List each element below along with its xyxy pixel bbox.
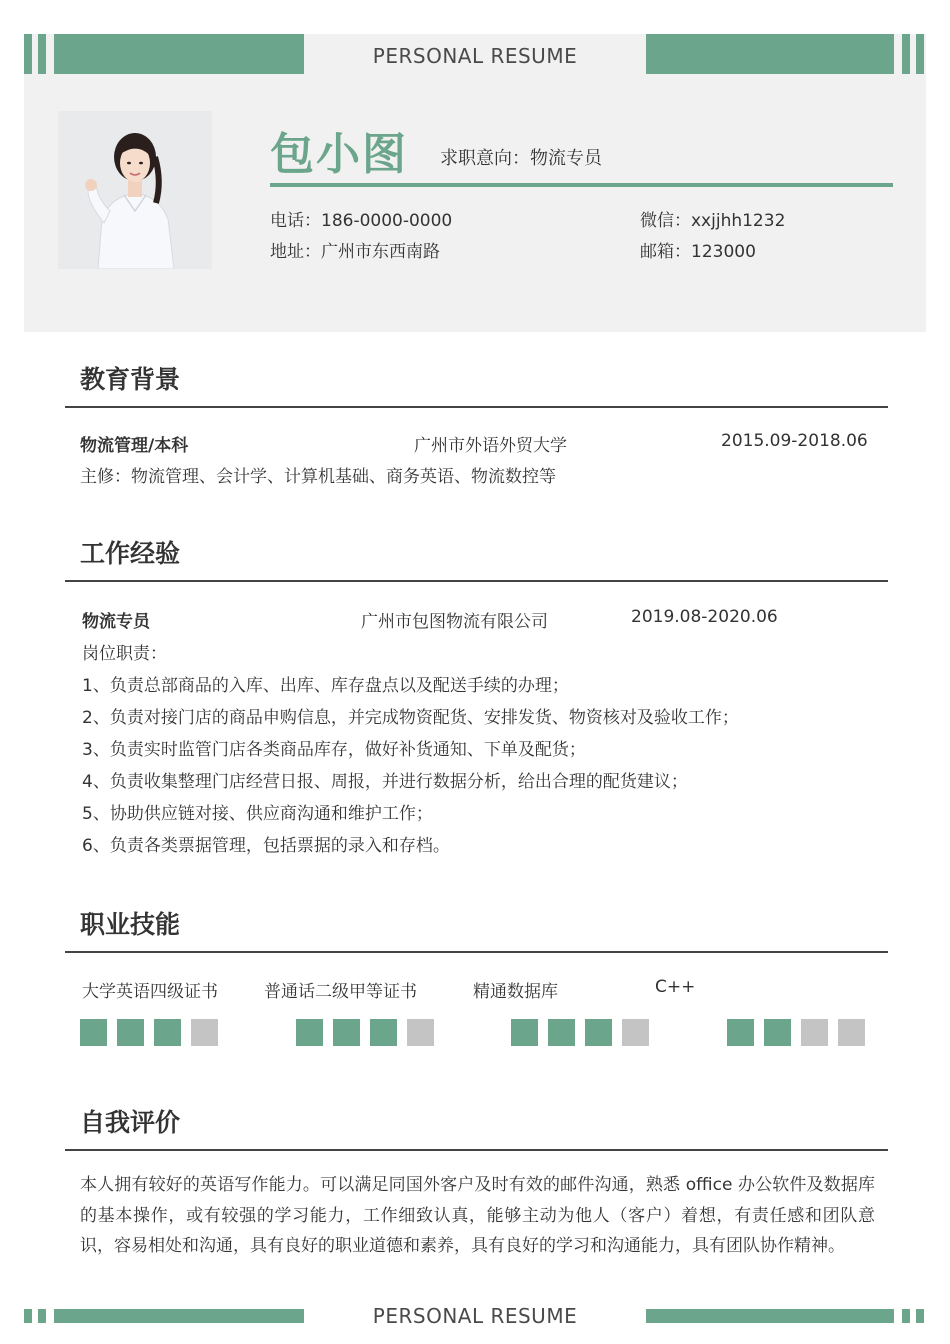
banner-bar-left — [54, 34, 304, 74]
banner-stripe — [916, 34, 924, 74]
banner-stripe — [24, 1309, 32, 1323]
contact-wechat: 微信：xxjjhh1232 — [640, 211, 786, 231]
skill-level-square — [154, 1019, 181, 1046]
skill-level-square — [333, 1019, 360, 1046]
skill-level-square — [370, 1019, 397, 1046]
footer-title: PERSONAL RESUME — [372, 1304, 578, 1328]
duty-item: 1、负责总部商品的入库、出库、库存盘点以及配送手续的办理； — [82, 676, 569, 696]
skill-level-square — [838, 1019, 865, 1046]
skill-level-square — [191, 1019, 218, 1046]
section-title-experience: 工作经验 — [80, 539, 181, 568]
banner-stripe — [902, 34, 910, 74]
section-divider — [65, 580, 888, 582]
skill-name: 精通数据库 — [473, 982, 558, 1002]
section-title-skills: 职业技能 — [80, 910, 181, 939]
skill-name: C++ — [655, 977, 696, 997]
section-title-self-evaluation: 自我评价 — [80, 1108, 181, 1137]
education-courses: 主修：物流管理、会计学、计算机基础、商务英语、物流数控等 — [80, 467, 556, 487]
footer-bar-right — [646, 1309, 894, 1323]
skill-level-square — [548, 1019, 575, 1046]
duty-item: 6、负责各类票据管理，包括票据的录入和存档。 — [82, 836, 450, 856]
footer-bar-left — [54, 1309, 304, 1323]
experience-company: 广州市包图物流有限公司 — [361, 612, 548, 632]
banner-stripe — [916, 1309, 924, 1323]
contact-email: 邮箱：123000 — [640, 242, 756, 262]
profile-photo — [58, 111, 212, 269]
banner-title: PERSONAL RESUME — [372, 44, 578, 68]
banner-bar-right — [646, 34, 894, 74]
self-evaluation-text: 本人拥有较好的英语写作能力。可以满足同国外客户及时有效的邮件沟通，熟悉 office 办公软件及数据库的基本操作，或有较强的学习能力，工作细致认真，能够主动为他人（客户）着想，有责任感和团队意识，容易相处和沟通，具有良好的职业道德和素养，具有良好的学习和沟通能力，具有团队协作精神。 — [80, 1175, 875, 1256]
skill-level-square — [511, 1019, 538, 1046]
banner-stripe — [902, 1309, 910, 1323]
duty-item: 2、负责对接门店的商品申购信息，并完成物资配货、安排发货、物资核对及验收工作； — [82, 708, 739, 728]
skill-level-square — [407, 1019, 434, 1046]
duty-item: 5、协助供应链对接、供应商沟通和维护工作； — [82, 804, 433, 824]
banner-stripe — [38, 34, 46, 74]
skill-level-square — [80, 1019, 107, 1046]
skill-level-square — [117, 1019, 144, 1046]
job-objective: 求职意向：物流专员 — [440, 148, 602, 169]
experience-duties-label: 岗位职责： — [82, 644, 167, 664]
education-period: 2015.09-2018.06 — [721, 431, 868, 451]
education-school: 广州市外语外贸大学 — [414, 436, 567, 456]
skill-name: 普通话二级甲等证书 — [264, 982, 417, 1002]
skill-level-square — [727, 1019, 754, 1046]
duty-item: 4、负责收集整理门店经营日报、周报，并进行数据分析，给出合理的配货建议； — [82, 772, 688, 792]
section-divider — [65, 406, 888, 408]
banner-stripe — [24, 34, 32, 74]
name-divider — [270, 183, 893, 187]
skill-level-square — [801, 1019, 828, 1046]
section-divider — [65, 951, 888, 953]
duty-item: 3、负责实时监管门店各类商品库存，做好补货通知、下单及配货； — [82, 740, 586, 760]
education-major: 物流管理/本科 — [80, 436, 189, 456]
experience-period: 2019.08-2020.06 — [631, 607, 778, 627]
skill-name: 大学英语四级证书 — [82, 982, 218, 1002]
candidate-name: 包小图 — [270, 129, 408, 180]
skill-level-square — [585, 1019, 612, 1046]
skill-level-square — [622, 1019, 649, 1046]
banner-stripe — [38, 1309, 46, 1323]
experience-position: 物流专员 — [82, 612, 150, 632]
contact-phone: 电话：186-0000-0000 — [270, 211, 453, 231]
skill-level-square — [764, 1019, 791, 1046]
skill-level-square — [296, 1019, 323, 1046]
contact-address: 地址：广州市东西南路 — [270, 242, 440, 262]
section-title-education: 教育背景 — [80, 365, 181, 394]
section-divider — [65, 1149, 888, 1151]
